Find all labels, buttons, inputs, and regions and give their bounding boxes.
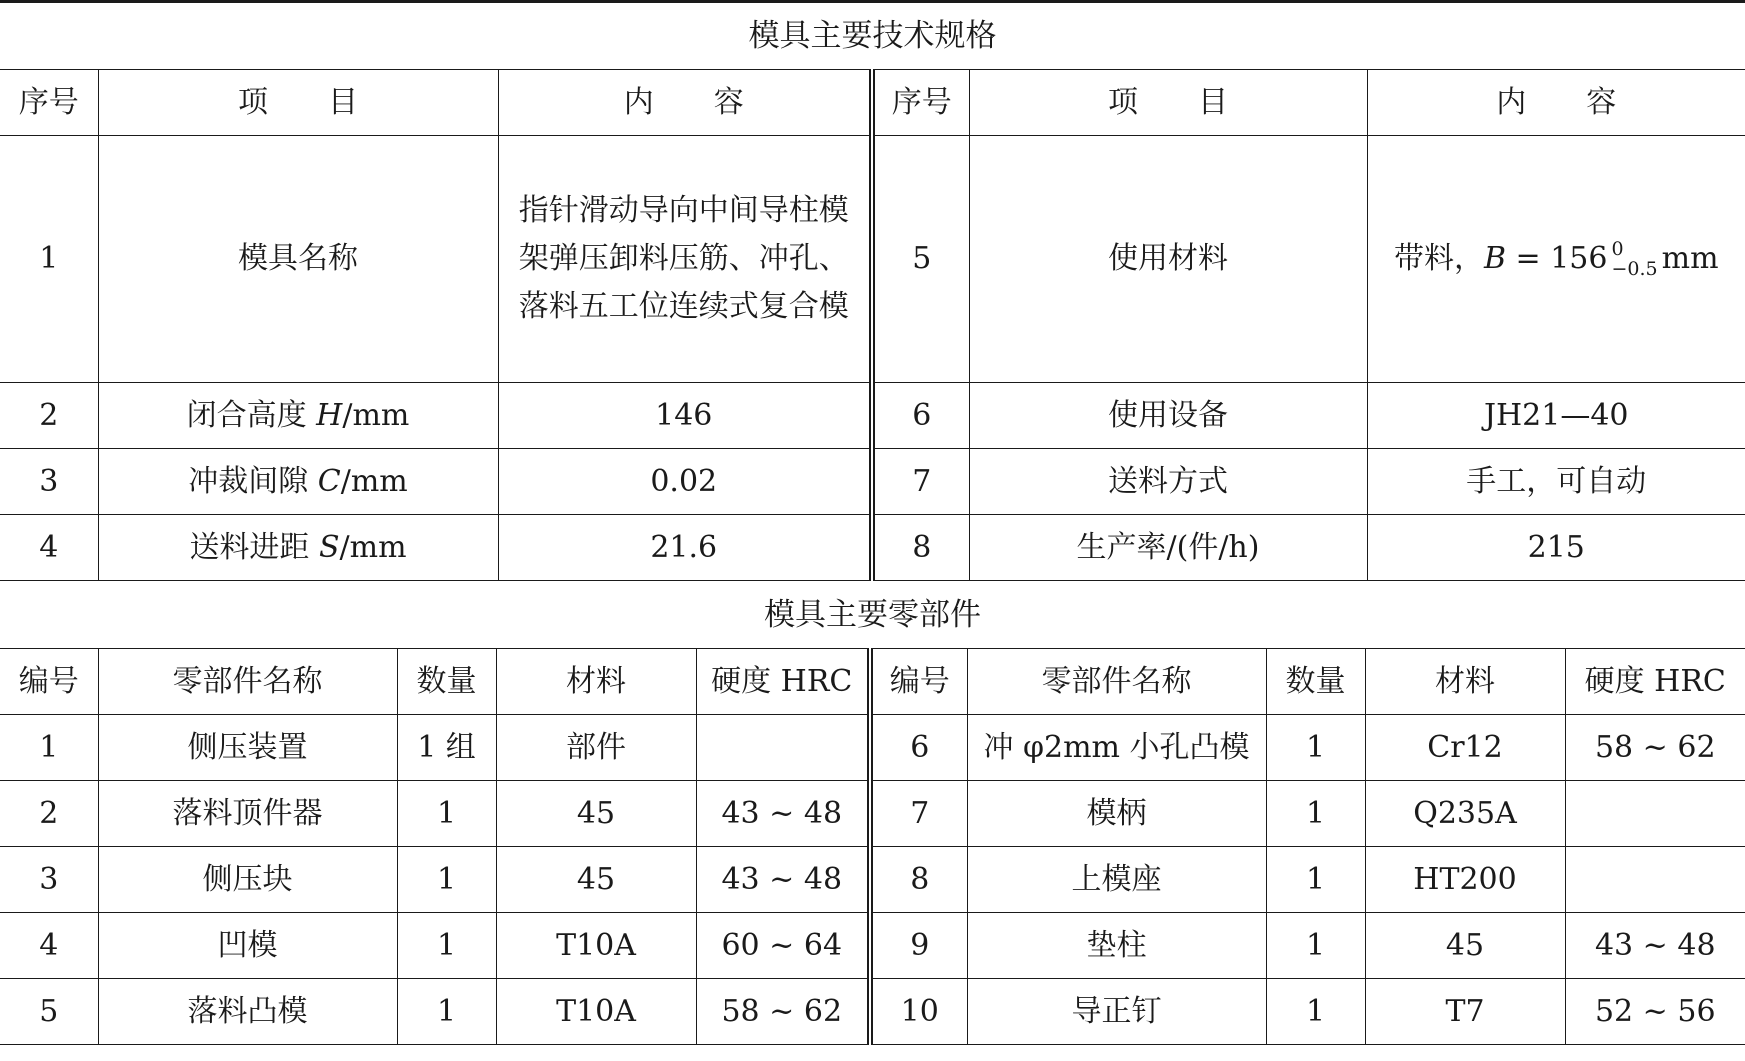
- cell: [1565, 781, 1745, 847]
- cell: 43 ~ 48: [696, 781, 870, 847]
- cell: 7: [872, 449, 969, 515]
- cell: 3: [0, 847, 98, 913]
- cell: 43 ~ 48: [1565, 913, 1745, 979]
- tolerance: [1611, 240, 1657, 280]
- header-cell: 零部件名称: [98, 649, 397, 715]
- table-row: [0, 781, 1745, 847]
- header-cell: 编号: [0, 649, 98, 715]
- cell: 3: [0, 449, 98, 515]
- header-cell: 材料: [496, 649, 696, 715]
- header-cell: 硬度 HRC: [1565, 649, 1745, 715]
- header-cell: 项 目: [969, 70, 1367, 136]
- cell: [1565, 847, 1745, 913]
- spec-table-title: 模具主要技术规格: [748, 18, 997, 54]
- cell: 7: [870, 781, 967, 847]
- cell: 2: [0, 383, 98, 449]
- cell: T10A: [496, 979, 696, 1045]
- cell: 生产率/(件/h): [969, 515, 1367, 581]
- cell: 4: [0, 913, 98, 979]
- header-cell: 编号: [870, 649, 967, 715]
- cell: 1: [0, 715, 98, 781]
- cell: 冲 φ2mm 小孔凸模: [967, 715, 1266, 781]
- cell: 闭合高度 H/mm: [98, 383, 498, 449]
- cell: 1: [397, 847, 496, 913]
- header-cell: 内 容: [1367, 70, 1745, 136]
- die-name-text: 指针滑动导向中间导柱模架弹压卸料压筋、冲孔、落料五工位连续式复合模: [518, 193, 849, 324]
- cell: 送料方式: [969, 449, 1367, 515]
- tolerance-upper: 0: [1611, 238, 1624, 261]
- cell: 上模座: [967, 847, 1266, 913]
- cell: 58 ~ 62: [1565, 715, 1745, 781]
- cell: 45: [496, 847, 696, 913]
- cell: 5: [872, 136, 969, 383]
- cell: 0.02: [498, 449, 872, 515]
- cell: 模具名称: [98, 136, 498, 383]
- cell: 9: [870, 913, 967, 979]
- cell: 1: [1266, 913, 1365, 979]
- header-cell: 硬度 HRC: [696, 649, 870, 715]
- header-cell: 零部件名称: [967, 649, 1266, 715]
- cell: 侧压装置: [98, 715, 397, 781]
- tolerance-lower: −0.5: [1611, 258, 1658, 281]
- cell: 手工，可自动: [1367, 449, 1745, 515]
- parts-table-title: 模具主要零部件: [764, 597, 981, 633]
- header-cell: 内 容: [498, 70, 872, 136]
- cell: 43 ~ 48: [696, 847, 870, 913]
- cell: 5: [0, 979, 98, 1045]
- cell: T10A: [496, 913, 696, 979]
- cell: Cr12: [1365, 715, 1565, 781]
- table-row: [0, 383, 1745, 449]
- table-row: [0, 913, 1745, 979]
- cell: 10: [870, 979, 967, 1045]
- cell: 1: [397, 913, 496, 979]
- cell: 52 ~ 56: [1565, 979, 1745, 1045]
- cell: 60 ~ 64: [696, 913, 870, 979]
- cell: 侧压块: [98, 847, 397, 913]
- cell: 落料顶件器: [98, 781, 397, 847]
- cell: 45: [496, 781, 696, 847]
- cell: 146: [498, 383, 872, 449]
- cell: 1: [397, 781, 496, 847]
- table-row: [0, 847, 1745, 913]
- material-var: B: [1483, 241, 1506, 277]
- header-cell: 数量: [397, 649, 496, 715]
- material-eq: = 156: [1506, 241, 1608, 277]
- cell: 部件: [496, 715, 696, 781]
- header-cell: 序号: [0, 70, 98, 136]
- cell: 1: [1266, 847, 1365, 913]
- cell: 8: [872, 515, 969, 581]
- header-cell: 材料: [1365, 649, 1565, 715]
- cell: 21.6: [498, 515, 872, 581]
- cell: 送料进距 S/mm: [98, 515, 498, 581]
- cell: 1: [1266, 781, 1365, 847]
- cell: 导正钉: [967, 979, 1266, 1045]
- cell: 模柄: [967, 781, 1266, 847]
- material-prefix: 带料，: [1393, 241, 1484, 277]
- cell: 垫柱: [967, 913, 1266, 979]
- cell: 凹模: [98, 913, 397, 979]
- cell: 4: [0, 515, 98, 581]
- parts-header-row: [0, 649, 1745, 715]
- header-cell: 项 目: [98, 70, 498, 136]
- cell: 落料凸模: [98, 979, 397, 1045]
- cell: 6: [870, 715, 967, 781]
- cell: 使用材料: [969, 136, 1367, 383]
- table-row: [0, 715, 1745, 781]
- cell: 冲裁间隙 C/mm: [98, 449, 498, 515]
- table-row: [0, 449, 1745, 515]
- cell: 215: [1367, 515, 1745, 581]
- spec-header-row: [0, 70, 1745, 136]
- cell: 6: [872, 383, 969, 449]
- cell: 使用设备: [969, 383, 1367, 449]
- cell: 1: [0, 136, 98, 383]
- cell: 1: [397, 979, 496, 1045]
- cell: 1: [1266, 715, 1365, 781]
- cell: [498, 136, 872, 383]
- table-row: [0, 979, 1745, 1045]
- table-row: [0, 515, 1745, 581]
- cell: 45: [1365, 913, 1565, 979]
- cell: 58 ~ 62: [696, 979, 870, 1045]
- cell: HT200: [1365, 847, 1565, 913]
- cell: 2: [0, 781, 98, 847]
- cell: 1 组: [397, 715, 496, 781]
- header-cell: 数量: [1266, 649, 1365, 715]
- cell: T7: [1365, 979, 1565, 1045]
- cell: 8: [870, 847, 967, 913]
- table-row: [0, 136, 1745, 383]
- cell: 1: [1266, 979, 1365, 1045]
- parts-table: [0, 648, 1745, 1045]
- cell: Q235A: [1365, 781, 1565, 847]
- header-cell: 序号: [872, 70, 969, 136]
- cell: [1367, 136, 1745, 383]
- spec-table: [0, 69, 1745, 581]
- cell: [696, 715, 870, 781]
- material-unit: mm: [1661, 241, 1719, 277]
- cell: JH21—40: [1367, 383, 1745, 449]
